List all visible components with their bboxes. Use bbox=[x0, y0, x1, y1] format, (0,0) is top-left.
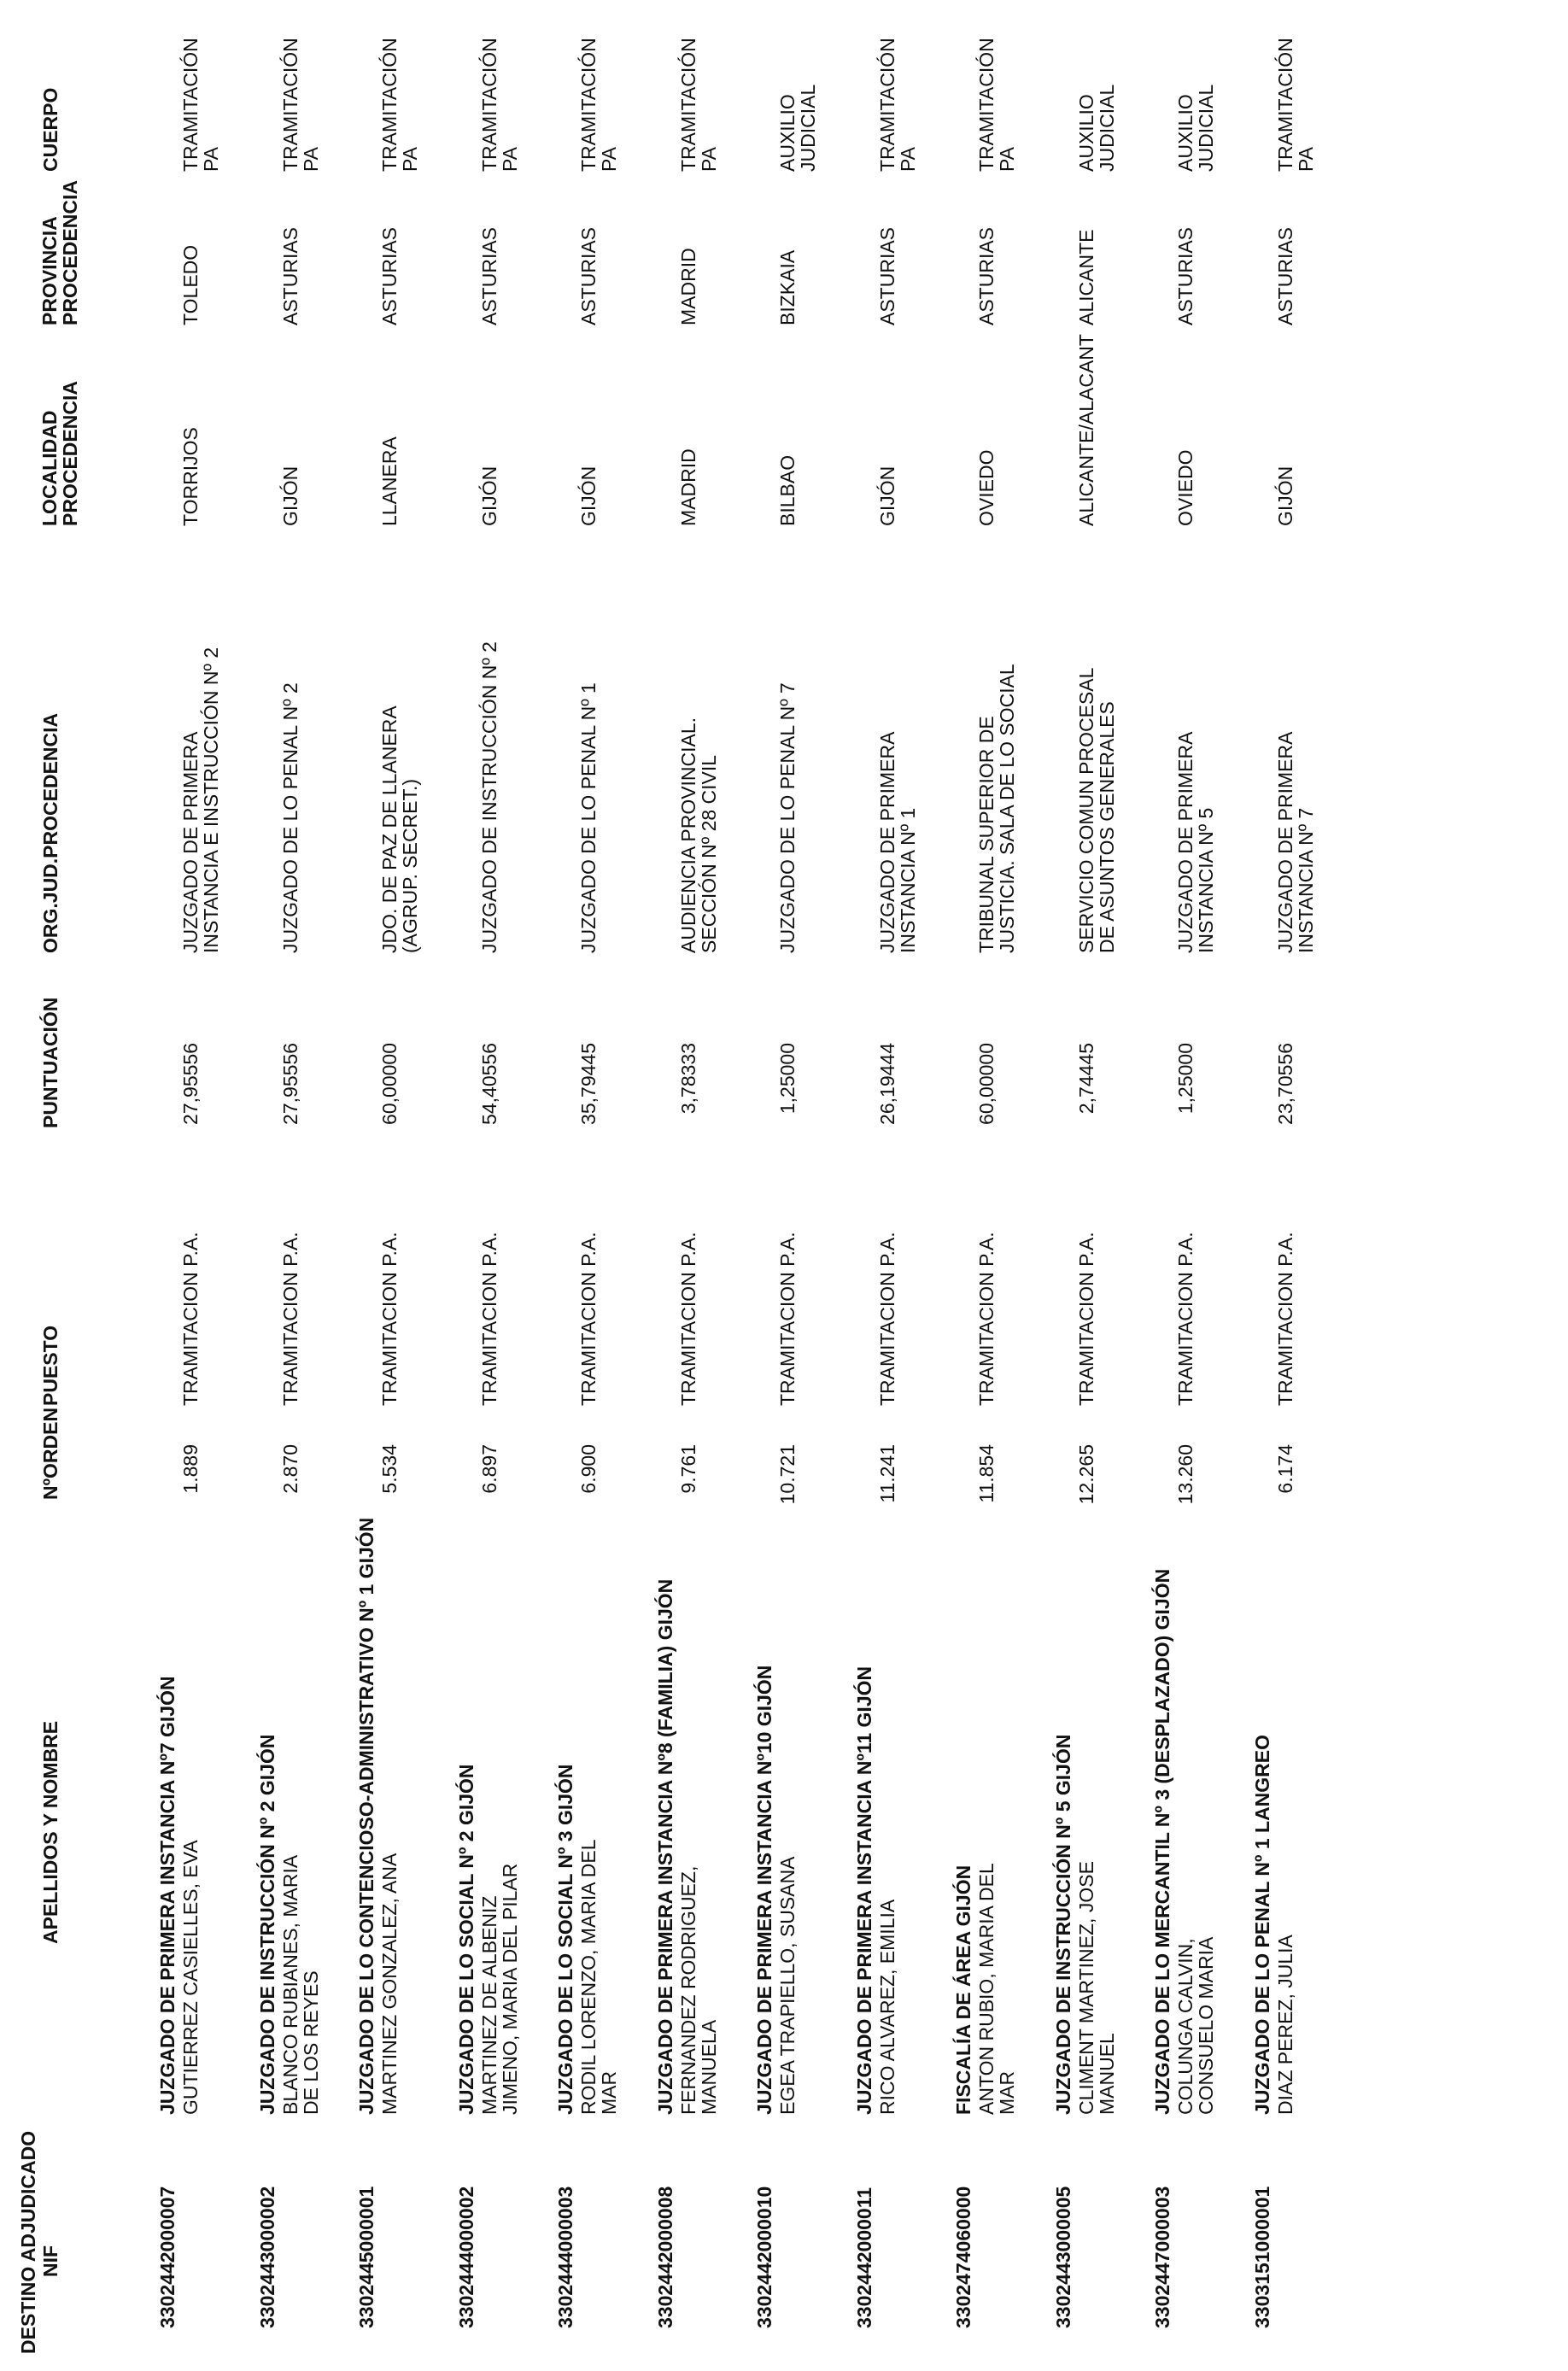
puntuacion-cell: 60,00000 bbox=[378, 1043, 401, 1125]
provincia-cell: ASTURIAS bbox=[1273, 226, 1296, 325]
destino-organo: JUZGADO DE PRIMERA INSTANCIA Nº10 GIJÓN bbox=[753, 1665, 775, 2115]
org-procedencia-cell: SERVICIO COMUN PROCESAL DE ASUNTOS GENERALES bbox=[1074, 668, 1118, 953]
destino-organo: JUZGADO DE LO SOCIAL Nº 3 GIJÓN bbox=[554, 1764, 576, 2115]
org-procedencia-cell: JDO. DE PAZ DE LLANERA (AGRUP. SECRET.) bbox=[378, 706, 421, 953]
provincia-cell: ASTURIAS bbox=[1174, 226, 1196, 325]
puntuacion-cell: 54,40556 bbox=[477, 1043, 500, 1125]
puesto-cell: TRAMITACION P.A. bbox=[577, 1232, 600, 1406]
localidad-cell: TORRIJOS bbox=[179, 427, 202, 526]
org-procedencia-cell: JUZGADO DE PRIMERA INSTANCIA E INSTRUCCIÓN Nº 2 bbox=[179, 647, 222, 953]
nif-code: 3302444000002 bbox=[454, 2186, 477, 2328]
orden-cell: 5.534 bbox=[378, 1444, 401, 1494]
puesto-cell: TRAMITACION P.A. bbox=[1074, 1232, 1097, 1406]
header-puesto: PUESTO bbox=[39, 1325, 61, 1406]
destino-organo: FISCALÍA DE ÁREA GIJÓN bbox=[952, 1865, 974, 2115]
header-provincia: PROVINCIA PROCEDENCIA bbox=[38, 180, 81, 325]
puesto-cell: TRAMITACION P.A. bbox=[378, 1232, 401, 1406]
orden-cell: 6.900 bbox=[577, 1444, 600, 1494]
destino-organo: JUZGADO DE LO SOCIAL Nº 2 GIJÓN bbox=[454, 1764, 477, 2115]
nombre-cell: GUTIERREZ CASIELLES, EVA bbox=[179, 1840, 202, 2115]
provincia-cell: ASTURIAS bbox=[875, 226, 898, 325]
cuerpo-cell: AUXILIO JUDICIAL bbox=[776, 84, 819, 172]
header-puntuacion: PUNTUACIÓN bbox=[39, 997, 61, 1128]
puesto-cell: TRAMITACION P.A. bbox=[278, 1232, 301, 1406]
nombre-cell: BLANCO RUBIANES, MARIA DE LOS REYES bbox=[278, 1856, 322, 2115]
nif-code: 3302444000003 bbox=[554, 2186, 576, 2328]
localidad-cell: GIJÓN bbox=[1273, 465, 1296, 526]
nif-code: 3302474060000 bbox=[952, 2186, 974, 2328]
provincia-cell: TOLEDO bbox=[179, 244, 202, 325]
cuerpo-cell: TRAMITACIÓN PA bbox=[278, 38, 322, 172]
header-nombre: APELLIDOS Y NOMBRE bbox=[39, 1720, 61, 1944]
provincia-cell: ASTURIAS bbox=[378, 226, 401, 325]
destino-organo: JUZGADO DE LO PENAL Nº 1 LANGREO bbox=[1250, 1734, 1273, 2115]
puntuacion-cell: 27,95556 bbox=[278, 1043, 301, 1125]
orden-cell: 10.721 bbox=[776, 1444, 799, 1505]
nombre-cell: ANTON RUBIO, MARIA DEL MAR bbox=[975, 1864, 1018, 2115]
orden-cell: 13.260 bbox=[1174, 1444, 1196, 1505]
header-nif: NIF bbox=[39, 2245, 61, 2277]
puntuacion-cell: 26,19444 bbox=[875, 1043, 898, 1125]
provincia-cell: BIZKAIA bbox=[776, 249, 799, 325]
cuerpo-cell: TRAMITACIÓN PA bbox=[875, 38, 919, 172]
cuerpo-cell: TRAMITACIÓN PA bbox=[676, 38, 720, 172]
nif-code: 3302445000001 bbox=[355, 2186, 377, 2328]
orden-cell: 6.897 bbox=[477, 1444, 500, 1494]
cuerpo-cell: TRAMITACIÓN PA bbox=[477, 38, 521, 172]
localidad-cell: OVIEDO bbox=[1174, 449, 1196, 526]
puntuacion-cell: 3,78333 bbox=[676, 1043, 699, 1115]
destino-organo: JUZGADO DE PRIMERA INSTANCIA Nº11 GIJÓN bbox=[852, 1666, 875, 2115]
puesto-cell: TRAMITACION P.A. bbox=[975, 1232, 998, 1406]
orden-cell: 11.241 bbox=[875, 1444, 898, 1503]
puntuacion-cell: 35,79445 bbox=[577, 1043, 600, 1125]
orden-cell: 6.174 bbox=[1273, 1444, 1296, 1494]
destino-organo: JUZGADO DE INSTRUCCIÓN Nº 2 GIJÓN bbox=[255, 1734, 278, 2115]
nombre-cell: EGEA TRAPIELLO, SUSANA bbox=[776, 1856, 799, 2115]
provincia-cell: ASTURIAS bbox=[477, 226, 500, 325]
puesto-cell: TRAMITACION P.A. bbox=[1273, 1232, 1296, 1406]
puesto-cell: TRAMITACION P.A. bbox=[1174, 1232, 1196, 1406]
cuerpo-cell: TRAMITACIÓN PA bbox=[179, 38, 222, 172]
org-procedencia-cell: JUZGADO DE PRIMERA INSTANCIA Nº 1 bbox=[875, 732, 919, 953]
nombre-cell: MARTINEZ GONZALEZ, ANA bbox=[378, 1853, 401, 2115]
provincia-cell: ASTURIAS bbox=[577, 226, 600, 325]
nombre-cell: FERNANDEZ RODRIGUEZ, MANUELA bbox=[676, 1865, 720, 2115]
org-procedencia-cell: AUDIENCIA PROVINCIAL. SECCIÓN Nº 28 CIVIL bbox=[676, 717, 720, 953]
destino-organo: JUZGADO DE LO CONTENCIOSO-ADMINISTRATIVO Nº 1 GIJÓN bbox=[355, 1517, 377, 2115]
org-procedencia-cell: TRIBUNAL SUPERIOR DE JUSTICIA. SALA DE LO SOCIAL bbox=[975, 664, 1018, 953]
localidad-cell: BILBAO bbox=[776, 454, 799, 526]
destino-organo: JUZGADO DE INSTRUCCIÓN Nº 5 GIJÓN bbox=[1051, 1734, 1074, 2115]
puesto-cell: TRAMITACION P.A. bbox=[676, 1232, 699, 1406]
destino-organo: JUZGADO DE PRIMERA INSTANCIA Nº7 GIJÓN bbox=[156, 1676, 178, 2115]
puntuacion-cell: 2,74445 bbox=[1074, 1043, 1097, 1115]
nombre-cell: COLUNGA CALVIN, CONSUELO MARIA bbox=[1174, 1936, 1217, 2115]
orden-cell: 1.889 bbox=[179, 1444, 202, 1494]
nif-code: 3302442000011 bbox=[852, 2187, 875, 2328]
localidad-cell: ALICANTE/ALACANT bbox=[1074, 334, 1097, 526]
nif-code: 3302443000005 bbox=[1051, 2186, 1074, 2328]
org-procedencia-cell: JUZGADO DE INSTRUCCIÓN Nº 2 bbox=[477, 641, 500, 953]
org-procedencia-cell: JUZGADO DE LO PENAL Nº 7 bbox=[776, 682, 799, 953]
orden-cell: 11.854 bbox=[975, 1444, 998, 1503]
nif-code: 3302442000008 bbox=[653, 2186, 676, 2328]
cuerpo-cell: TRAMITACIÓN PA bbox=[577, 38, 620, 172]
localidad-cell: MADRID bbox=[676, 448, 699, 526]
puesto-cell: TRAMITACION P.A. bbox=[776, 1232, 799, 1406]
cuerpo-cell: AUXILIO JUDICIAL bbox=[1174, 84, 1217, 172]
org-procedencia-cell: JUZGADO DE LO PENAL Nº 2 bbox=[278, 682, 301, 953]
localidad-cell: GIJÓN bbox=[875, 465, 898, 526]
puntuacion-cell: 1,25000 bbox=[1174, 1043, 1196, 1115]
header-org-procedencia: ORG.JUD.PROCEDENCIA bbox=[39, 712, 61, 953]
header-localidad: LOCALIDAD PROCEDENCIA bbox=[38, 381, 81, 526]
puesto-cell: TRAMITACION P.A. bbox=[875, 1232, 898, 1406]
nif-code: 3302447000003 bbox=[1151, 2186, 1173, 2328]
cuerpo-cell: TRAMITACIÓN PA bbox=[378, 38, 421, 172]
localidad-cell: OVIEDO bbox=[975, 449, 998, 526]
cuerpo-cell: TRAMITACIÓN PA bbox=[975, 38, 1018, 172]
destino-organo: JUZGADO DE LO MERCANTIL Nº 3 (DESPLAZADO) GIJÓN bbox=[1151, 1568, 1173, 2115]
nombre-cell: MARTINEZ DE ALBENIZ JIMENO, MARIA DEL PILAR bbox=[477, 1863, 521, 2115]
localidad-cell: GIJÓN bbox=[577, 465, 600, 526]
nif-code: 3302442000007 bbox=[156, 2186, 178, 2328]
nombre-cell: RICO ALVAREZ, EMILIA bbox=[875, 1899, 898, 2115]
nombre-cell: CLIMENT MARTINEZ, JOSE MANUEL bbox=[1074, 1861, 1118, 2115]
puntuacion-cell: 23,70556 bbox=[1273, 1043, 1296, 1125]
header-orden: NºORDEN bbox=[39, 1407, 61, 1500]
header-cuerpo: CUERPO bbox=[39, 87, 61, 172]
header-title: DESTINO ADJUDICADO bbox=[17, 2130, 39, 2354]
puesto-cell: TRAMITACION P.A. bbox=[477, 1232, 500, 1406]
orden-cell: 2.870 bbox=[278, 1444, 301, 1494]
nif-code: 3302442000010 bbox=[753, 2186, 775, 2328]
org-procedencia-cell: JUZGADO DE LO PENAL Nº 1 bbox=[577, 682, 600, 953]
cuerpo-cell: TRAMITACIÓN PA bbox=[1273, 38, 1317, 172]
localidad-cell: GIJÓN bbox=[477, 465, 500, 526]
provincia-cell: ALICANTE bbox=[1074, 229, 1097, 325]
org-procedencia-cell: JUZGADO DE PRIMERA INSTANCIA Nº 5 bbox=[1174, 732, 1217, 953]
puntuacion-cell: 27,95556 bbox=[179, 1043, 202, 1125]
puesto-cell: TRAMITACION P.A. bbox=[179, 1232, 202, 1406]
localidad-cell: LLANERA bbox=[378, 436, 401, 526]
localidad-cell: GIJÓN bbox=[278, 465, 301, 526]
nif-code: 3302443000002 bbox=[255, 2186, 278, 2328]
orden-cell: 9.761 bbox=[676, 1444, 699, 1494]
nif-code: 3303151000001 bbox=[1250, 2186, 1273, 2328]
destino-organo: JUZGADO DE PRIMERA INSTANCIA Nº8 (FAMILIA) GIJÓN bbox=[653, 1578, 676, 2115]
provincia-cell: MADRID bbox=[676, 248, 699, 325]
provincia-cell: ASTURIAS bbox=[975, 226, 998, 325]
cuerpo-cell: AUXILIO JUDICIAL bbox=[1074, 84, 1118, 172]
nombre-cell: DIAZ PEREZ, JULIA bbox=[1273, 1935, 1296, 2115]
provincia-cell: ASTURIAS bbox=[278, 226, 301, 325]
puntuacion-cell: 60,00000 bbox=[975, 1043, 998, 1125]
puntuacion-cell: 1,25000 bbox=[776, 1043, 799, 1115]
orden-cell: 12.265 bbox=[1074, 1444, 1097, 1505]
nombre-cell: RODIL LORENZO, MARIA DEL MAR bbox=[577, 1840, 620, 2115]
org-procedencia-cell: JUZGADO DE PRIMERA INSTANCIA Nº 7 bbox=[1273, 732, 1317, 953]
